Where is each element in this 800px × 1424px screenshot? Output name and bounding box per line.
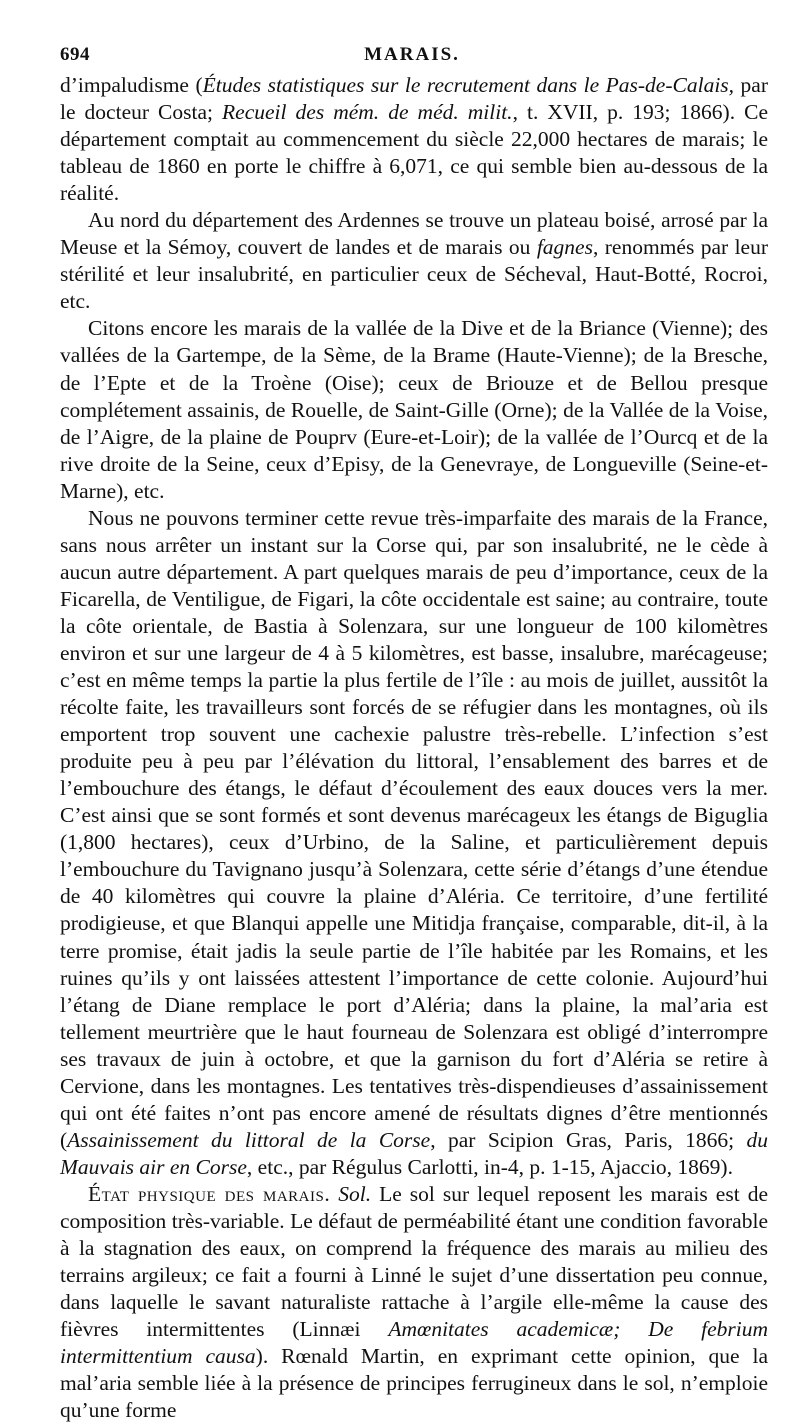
running-head <box>60 44 764 70</box>
italic-text: Sol. <box>338 1181 372 1206</box>
italic-text: Assainissement du littoral de la Corse <box>67 1127 431 1152</box>
section-heading: État physique des marais. <box>88 1181 331 1206</box>
text-run: Le sol sur lequel reposent les marais est de composition très-variable. Le défaut de perméabilité étant une condition favorable à la stagnation des eaux, on comprend la fréquence des marais au milieu des terrains argileux; ce fait a fourni à Linné le sujet d’une dissertation peu connue, dans laquelle le savant naturaliste rattache à l’argile elle-même la cause des fièvres intermittentes (Linnæi <box>60 1181 768 1342</box>
paragraph <box>60 315 768 504</box>
page-number: 694 <box>60 44 90 65</box>
paragraph <box>60 1181 768 1424</box>
italic-text: du Mauvais air en Corse <box>60 1127 769 1179</box>
paragraph <box>60 505 768 1181</box>
text-run: Nous ne pouvons terminer cette revue très-imparfaite des marais de la France, sans nous arrêter un instant sur la Corse qui, par son insalubrité, ne le cède à aucun autre département. A part quelques marais de peu d’importance, ceux de la Ficarella, de Ventiligue, de Figari, la côte occidentale est saine; au contraire, toute la côte orientale, de Bastia à Solenzara, sur une longueur de 100 kilomètres environ et sur une largeur de 4 à 5 kilomètres, est basse, insalubre, marécageuse; c’est en même temps la partie la plus fertile de l’île : au mois de juillet, aussitôt la récolte faite, les travailleurs sont forcés de se réfugier dans les montagnes, où ils emportent trop souvent une cachexie palustre très-rebelle. L’infection s’est produite peu à peu par l’élévation du littoral, l’ensablement des barres et de l’embouchure des étangs, le défaut d’écoulement des eaux douces vers la mer. C’est ainsi que se sont formés et sont devenus marécageux les étangs de Biguglia (1,800 hectares), ceux d’Urbino, de la Saline, et particulièrement depuis l’embouchure du Tavignano jusqu’à Solenzara, cette série d’étangs d’une étendue de 40 kilomètres qui couvre la plaine d’Aléria. Ce territoire, d’une fertilité prodigieuse, et que Blanqui appelle une Mitidja française, comparable, dit-il, à la terre promise, était jadis la seule partie de l’île habitée par les Romains, et les ruines qu’ils y ont laissées attestent l’importance de cette colonie. Aujourd’hui l’étang de Diane remplace le port d’Aléria; dans la plaine, la mal’aria est tellement meurtrière que le haut fourneau de Solenzara est obligé d’interrompre ses travaux de juin à octobre, et que la garnison du fort d’Aléria se retire à Cervione, dans les montagnes. Les tentatives très-dispendieuses d’assainissement qui ont été faites n’ont pas encore amené de résultats dignes d’être mentionnés ( <box>60 505 768 1152</box>
text-run: d’impaludisme ( <box>60 73 203 97</box>
text-run: , par Scipion Gras, Paris, 1866; <box>430 1127 747 1152</box>
text-run: , t. XVII, p. 193; 1866). Ce département comptait au commencement du siècle 22,000 hectares de marais; le tableau de 1860 en porte le chiffre à 6,071, ce qui semble bien au-dessous de la réalité. <box>60 100 768 206</box>
italic-text: Recueil des mém. de méd. milit. <box>222 100 513 125</box>
text-run: Citons encore les marais de la vallée de la Dive et de la Briance (Vienne); des vallées de la Gartempe, de la Sème, de la Brame (Haute-Vienne); de la Bresche, de l’Epte et de la Troène (Oise); ceux de Briouze et de Bellou presque complétement assainis, de Rouelle, de Saint-Gille (Orne); de la Vallée de la Voise, de l’Aigre, de la plaine de Pouprv (Eure-et-Loir); de la vallée de l’Ourcq et de la rive droite de la Seine, ceux d’Episy, de la Genevraye, de Longueville (Seine-et-Marne), etc. <box>60 316 768 503</box>
text-run: par le docteur Costa; <box>60 73 769 125</box>
text-run: Au nord du département des Ardennes se trouve un plateau boisé, arrosé par la Meuse et la Sémoy, couvert de landes et de marais ou <box>60 208 768 260</box>
text-run: , etc., par Régulus Carlotti, in-4, p. 1-15, Ajaccio, 1869). <box>246 1154 733 1179</box>
text-run: ). Rœnald Martin, en exprimant cette opinion, que la mal’aria semble liée à la présence de principes ferrugineux dans le sol, n’emploie qu’une forme <box>60 1344 768 1423</box>
paragraph <box>60 207 768 315</box>
running-title: MARAIS. <box>364 44 460 65</box>
body-text <box>60 72 768 1424</box>
paragraph <box>60 72 768 207</box>
italic-text: fagnes <box>536 235 593 260</box>
text-run: , renommés par leur stérilité et leur insalubrité, en particulier ceux de Sécheval, Haut-Botté, Rocroi, etc. <box>60 235 768 314</box>
italic-text: Études statistiques sur le recrutement dans le Pas-de-Calais, <box>202 73 735 97</box>
italic-text: Amœnitates academicæ; De febrium intermittentium causa <box>60 1317 768 1369</box>
